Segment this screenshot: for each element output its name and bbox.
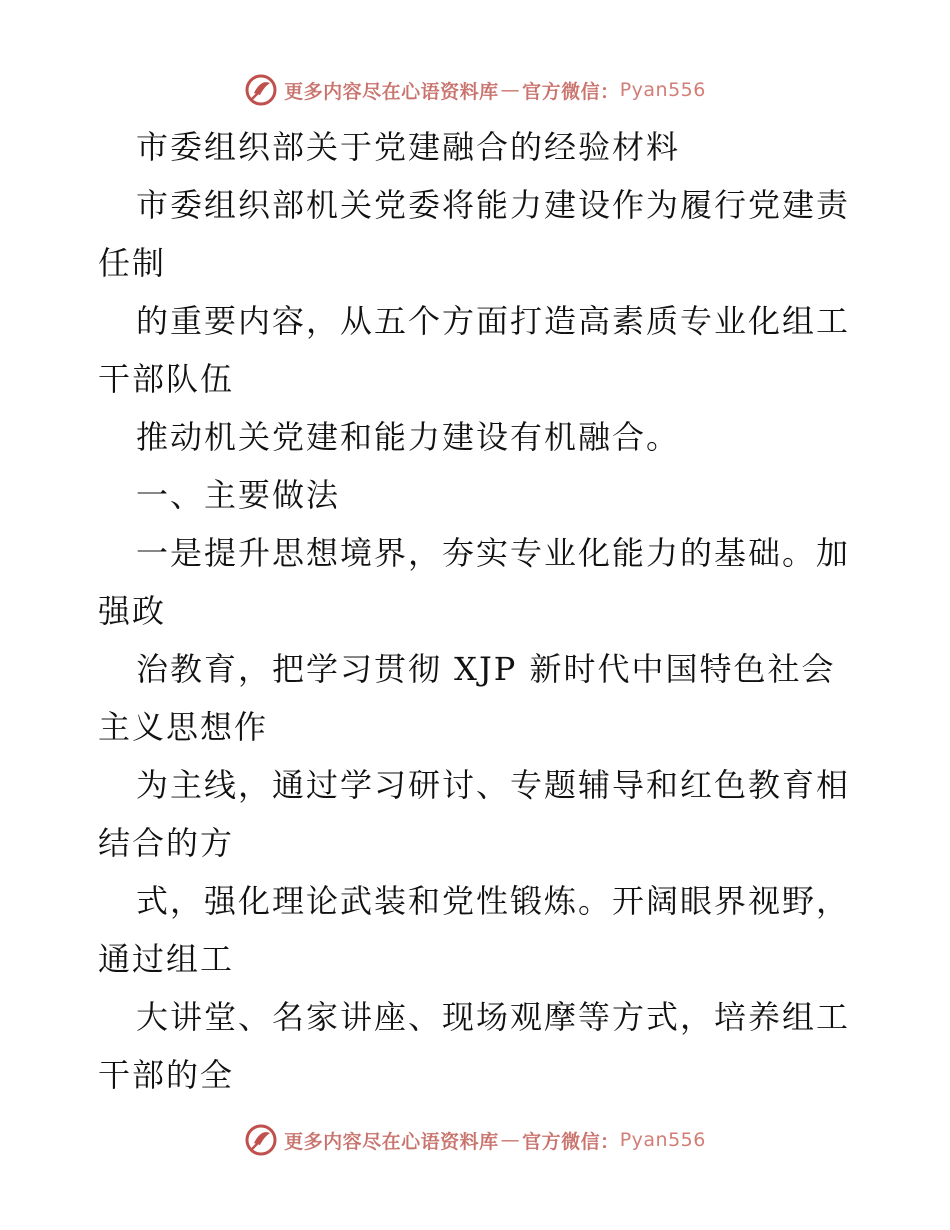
text-line: 为主线，通过学习研讨、专题辅导和红色教育相 — [136, 766, 851, 804]
watermark-dash: — — [500, 79, 521, 101]
watermark-wechat-id: Pyan556 — [619, 1129, 706, 1151]
header-watermark — [0, 70, 950, 110]
text-line: 通过组工 — [98, 940, 235, 978]
watermark-text: 更多内容尽在心语资料库 — [284, 80, 499, 103]
watermark-wechat-label: 官方微信： — [522, 80, 620, 103]
text-line: 大讲堂、名家讲座、现场观摩等方式，培养组工 — [136, 998, 851, 1036]
watermark-wechat-label: 官方微信： — [522, 1130, 620, 1153]
footer-watermark — [0, 1120, 950, 1160]
logo-icon — [244, 1123, 278, 1157]
text-line: 的重要内容，从五个方面打造高素质专业化组工 — [136, 302, 851, 340]
text-line: 结合的方 — [98, 824, 235, 862]
text-line: 强政 — [98, 592, 167, 630]
text-line: 任制 — [98, 244, 167, 282]
document-body — [98, 118, 858, 1104]
text-line: 干部的全 — [98, 1056, 235, 1094]
text-line: 推动机关党建和能力建设有机融合。 — [136, 418, 681, 456]
text-line: 市委组织部机关党委将能力建设作为履行党建责 — [136, 186, 851, 224]
watermark-text: 更多内容尽在心语资料库 — [284, 1130, 499, 1153]
text-line: 式，强化理论武装和党性锻炼。开阔眼界视野， — [136, 882, 851, 920]
text-line: 一是提升思想境界，夯实专业化能力的基础。加 — [136, 534, 851, 572]
watermark-wechat-id: Pyan556 — [619, 79, 706, 101]
logo-icon — [244, 73, 278, 107]
text-line: 治教育，把学习贯彻 XJP 新时代中国特色社会 — [136, 650, 836, 688]
text-line: 干部队伍 — [98, 360, 235, 398]
document-title: 市委组织部关于党建融合的经验材料 — [136, 128, 681, 166]
watermark-dash: — — [500, 1129, 521, 1151]
text-line: 主义思想作 — [98, 708, 269, 746]
section-heading: 一、主要做法 — [136, 476, 341, 514]
